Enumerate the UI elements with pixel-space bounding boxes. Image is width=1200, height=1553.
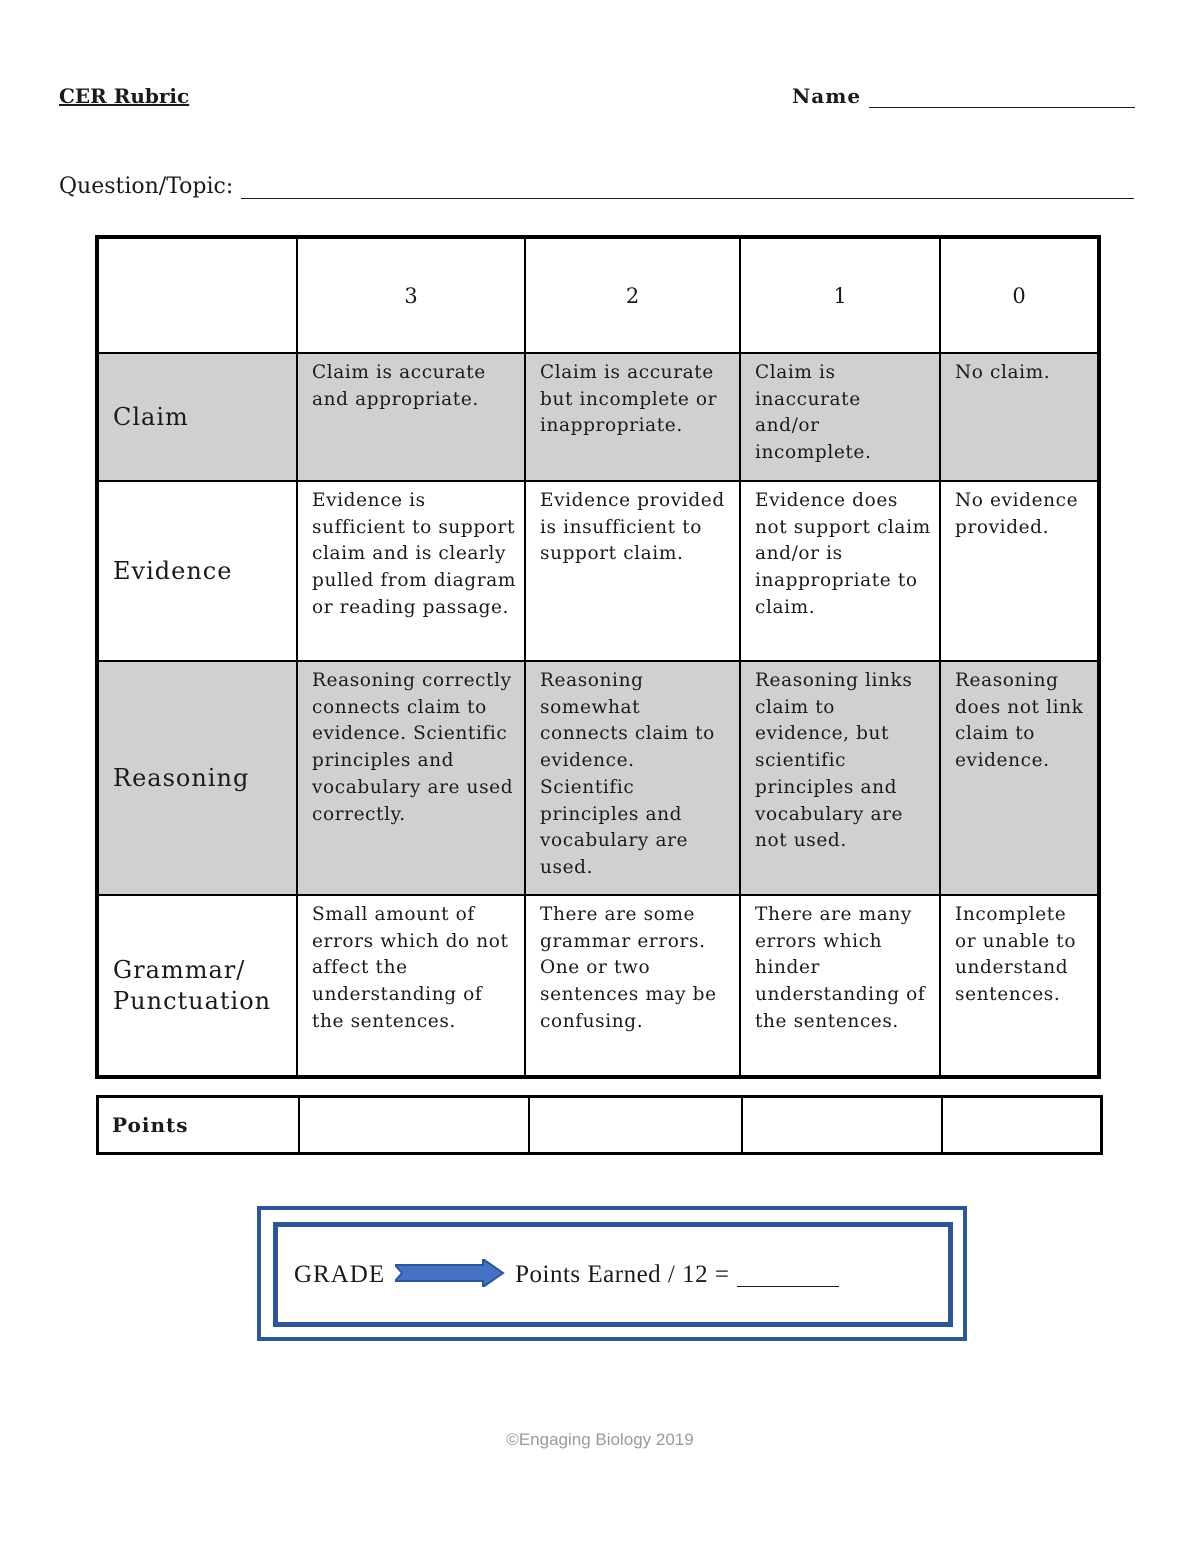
points-input-1[interactable] — [742, 1097, 942, 1154]
points-label: Points — [98, 1097, 299, 1154]
score-header-1: 1 — [740, 237, 940, 353]
rubric-cell: Reasoning somewhat connects claim to evidence. Scientific principles and vocabulary are used. — [525, 661, 740, 895]
grade-label: GRADE — [294, 1260, 386, 1288]
rubric-row-evidence — [97, 481, 1099, 661]
right-arrow-icon — [395, 1259, 505, 1291]
name-label: Name — [792, 84, 862, 108]
rubric-cell: Reasoning links claim to evidence, but scientific principles and vocabulary are not used. — [740, 661, 940, 895]
rubric-row-grammar — [97, 895, 1099, 1077]
points-row — [98, 1097, 1102, 1154]
grade-box — [273, 1222, 953, 1327]
rubric-cell: Claim is accurate but incomplete or inappropriate. — [525, 353, 740, 481]
score-header-0: 0 — [940, 237, 1099, 353]
points-table — [96, 1095, 1103, 1155]
rubric-cell: Evidence is sufficient to support claim and is clearly pulled from diagram or reading passage. — [297, 481, 525, 661]
grade-blank-line[interactable] — [737, 1262, 839, 1287]
rubric-cell: No claim. — [940, 353, 1099, 481]
points-input-3[interactable] — [299, 1097, 529, 1154]
rubric-table — [95, 235, 1101, 1079]
grade-formula: Points Earned / 12 = — [515, 1260, 730, 1288]
rubric-cell: Incomplete or unable to understand sentences. — [940, 895, 1099, 1077]
rubric-corner-cell — [97, 237, 297, 353]
topic-label: Question/Topic: — [59, 174, 234, 199]
rubric-cell: There are some grammar errors. One or two sentences may be confusing. — [525, 895, 740, 1077]
rubric-cell: Reasoning does not link claim to evidence. — [940, 661, 1099, 895]
topic-blank-line[interactable] — [241, 176, 1134, 199]
name-blank-line[interactable] — [869, 87, 1135, 108]
rubric-cell: Reasoning correctly connects claim to evidence. Scientific principles and vocabulary are used correctly. — [297, 661, 525, 895]
rubric-cell: Evidence provided is insufficient to support claim. — [525, 481, 740, 661]
score-header-3: 3 — [297, 237, 525, 353]
name-field — [792, 84, 1135, 108]
topic-field — [59, 174, 1134, 199]
rubric-cell: No evidence provided. — [940, 481, 1099, 661]
rubric-cell: Small amount of errors which do not affect the understanding of the sentences. — [297, 895, 525, 1077]
row-label-reasoning: Reasoning — [97, 661, 297, 895]
copyright-footer: ©Engaging Biology 2019 — [506, 1430, 694, 1449]
rubric-cell: Evidence does not support claim and/or is inappropriate to claim. — [740, 481, 940, 661]
points-input-0[interactable] — [942, 1097, 1102, 1154]
rubric-cell: Claim is accurate and appropriate. — [297, 353, 525, 481]
rubric-header-row — [97, 237, 1099, 353]
points-input-2[interactable] — [529, 1097, 742, 1154]
rubric-cell: There are many errors which hinder understanding of the sentences. — [740, 895, 940, 1077]
rubric-cell: Claim is inaccurate and/or incomplete. — [740, 353, 940, 481]
row-label-claim: Claim — [97, 353, 297, 481]
row-label-evidence: Evidence — [97, 481, 297, 661]
rubric-row-claim — [97, 353, 1099, 481]
row-label-grammar: Grammar/ Punctuation — [97, 895, 297, 1077]
score-header-2: 2 — [525, 237, 740, 353]
page-title: CER Rubric — [59, 84, 190, 108]
rubric-row-reasoning — [97, 661, 1099, 895]
